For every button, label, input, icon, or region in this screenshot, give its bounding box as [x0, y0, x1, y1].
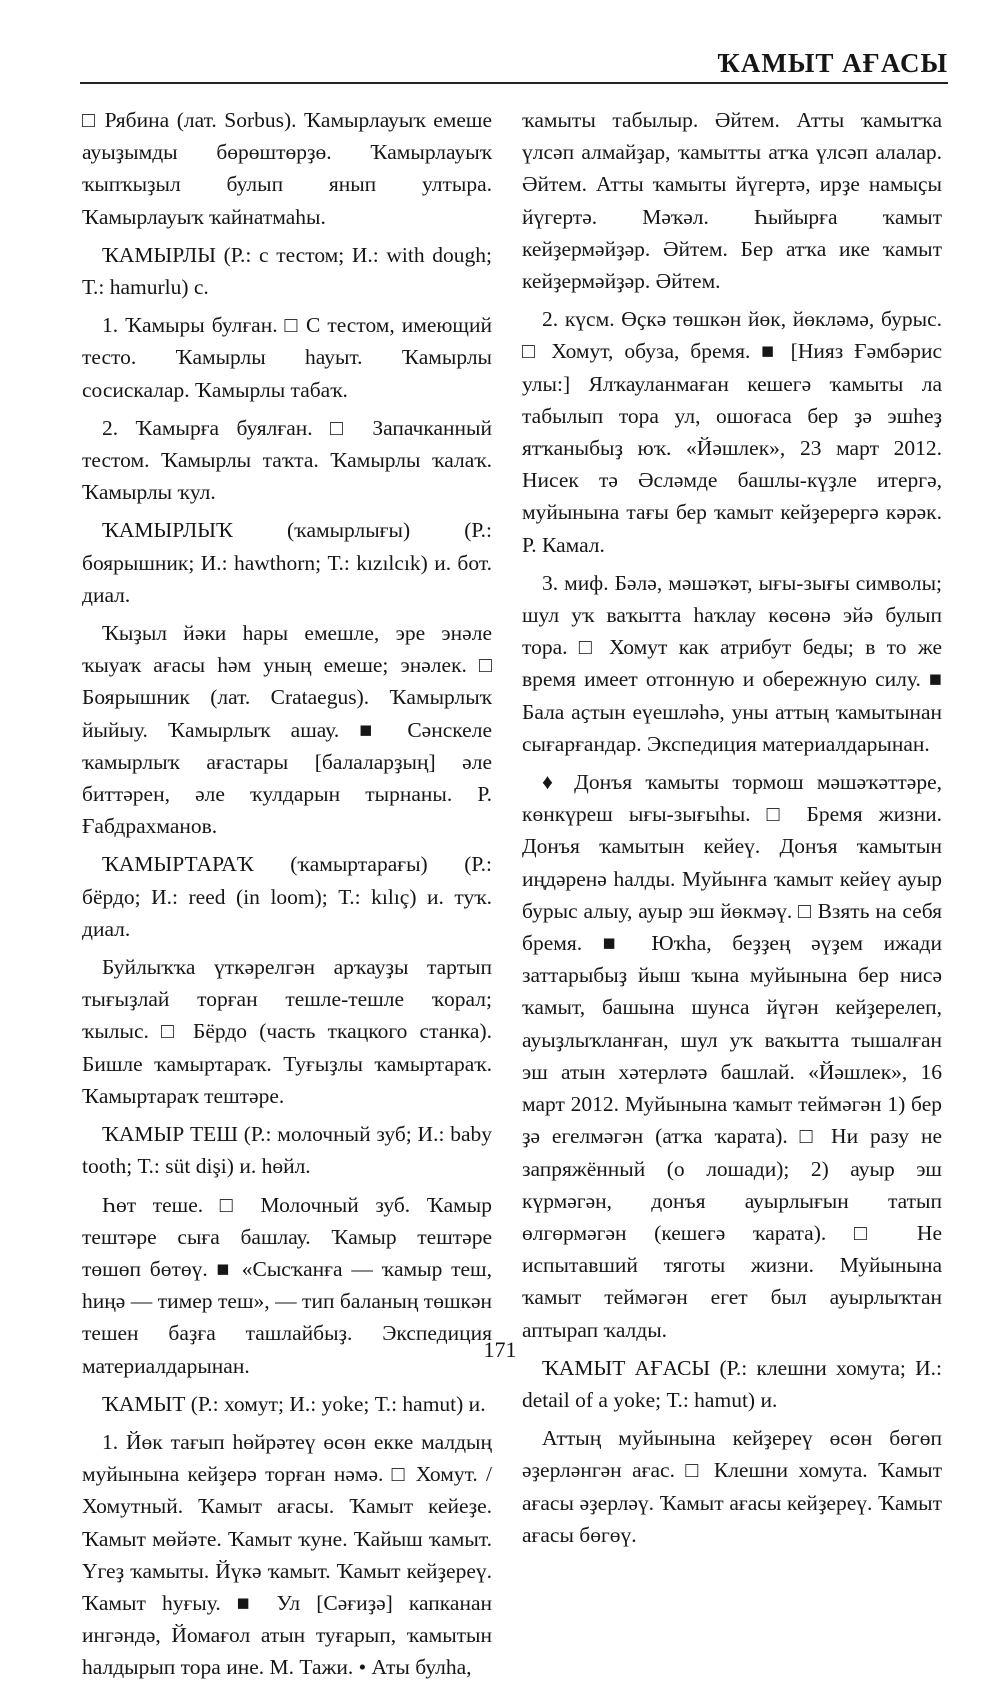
entry-definition-paragraph: Буйлыҡҡа үткәрелгән арҡауҙы тартып тығыҙлай торған тешле-тешле ҡорал; ҡылыс. □ Бёрдо (часть ткацкого станка). Бишле ҡамыртараҡ. Туғыҙлы ҡамыртараҡ. Ҡамыртараҡ тештәре. [82, 955, 492, 1108]
entry-sense-paragraph: 2. күсм. Өҫкә төшкән йөк, йөкләмә, бурыс. □ Хомут, обуза, бремя. ■ [Нияз Ғәмбәрис улы:] Ялҡауланмаған кешегә ҡамыты ла табылып тора ул, ошоғаса бер ҙә эшһеҙ ятҡаныбыҙ юҡ. «Йәшлек», 23 март 2012. Нисек тә Әсләмде башлы-күҙле итергә, муйынына тағы бер ҡамыт кейҙерергә кәрәк. Р. Камал. [522, 307, 942, 557]
entry-headword-paragraph: ҠАМЫРЛЫ (Р.: с тестом; И.: with dough; Т.: hamurlu) с. [82, 242, 492, 300]
header-divider [80, 82, 948, 84]
entry-sense-paragraph: 1. Йөк тағып һөйрәтеү өсөн екке малдың муйынына кейҙерә торған нәмә. □ Хомут. / Хомутный. Ҡамыт ағасы. Ҡамыт кейеҙе. Ҡамыт мөйәте. Ҡамыт ҡуне. Ҡайыш ҡамыт. Үгеҙ ҡамыты. Йүкә ҡамыт. Ҡамыт кейҙереү. Ҡамыт һуғыу. ■ Ул [Сәғиҙә] капканан ингәндә, Йомағол атын туғарып, ҡамытын һалдырып тора ине. М. Тажи. • Аты булһа, [82, 1429, 492, 1680]
entry-headword-paragraph: ҠАМЫТ АҒАСЫ (Р.: клешни хомута; И.: detail of a yoke; Т.: hamut) и. [522, 1355, 942, 1412]
entry-headword-paragraph: ҠАМЫТ (Р.: хомут; И.: yoke; Т.: hamut) и. [102, 1391, 486, 1416]
page-number: 171 [483, 1337, 517, 1362]
entry-headword-paragraph: ҠАМЫРТАРАҠ (ҡамыртарағы) (Р.: бёрдо; И.: reed (in loom); Т.: kılıç) и. туҡ. диал. [82, 852, 492, 941]
entry-definition-paragraph: Һөт теше. □ Молочный зуб. Ҡамыр тештәре сыға башлау. Ҡамыр тештәре төшөп бөтөү. ■ «Сысҡанға — ҡамыр теш, һиңә — тимер теш», — тип баланың төшкән тешен баҙға ташлайбыҙ. Экспедиция материалдарынан. [82, 1192, 492, 1378]
entry-idiom-paragraph: ♦ Донъя ҡамыты тормош мәшәҡәттәре, көнкүреш ығы-зығыһы. □ Бремя жизни. Донъя ҡамытын кейеү. Донъя ҡамытын иңдәренә һалды. Муйынға ҡамыт кейеү ауыр бурыс алыу, ауыр эш йөкмәү. □ Взять на себя бремя. ■ Юҡһа, беҙҙең әүҙем ижади заттарыбыҙ йыш ҡына муйынына бер нисә ҡамыт, башына шунса йүгән кейҙерелеп, ауыҙлыҡланған, шул уҡ ваҡытта тышалған эш атын хәтерләтә башлай. «Йәшлек», 16 март 2012. Муйынына ҡамыт теймәгән 1) бер ҙә егелмәгән (атҡа ҡарата). □ Ни разу не запряжённый (о лошади); 2) ауыр эш күрмәгән, донъя ауырлығын татып өлгөрмәгән (кешегә ҡарата). □ Не испытавший тяготы жизни. Муйынына ҡамыт теймәгән егет был ауырлыҡтан аптырап ҡалды. [522, 770, 942, 1342]
entry-definition-paragraph: Аттың муйынына кейҙереү өсөн бөгөп әҙерләнгән ағас. □ Клешни хомута. Ҡамыт ағасы әҙерләү. Ҡамыт ағасы кейҙереү. Ҡамыт ағасы бөгөү. [522, 1426, 942, 1547]
entry-headword-paragraph: ҠАМЫР ТЕШ (Р.: молочный зуб; И.: baby tooth; Т.: süt dişi) и. һөйл. [82, 1122, 492, 1179]
entry-headword-paragraph: ҠАМЫРЛЫҠ (ҡамырлығы) (Р.: боярышник; И.: hawthorn; Т.: kızılcık) и. бот. диал. [82, 518, 492, 607]
entry-definition-paragraph: Ҡыҙыл йәки һары емешле, эре энәле ҡыуаҡ ағасы һәм уның емеше; энәлек. □ Боярышник (лат. Crataegus). Ҡамырлыҡ йыйыу. Ҡамырлыҡ ашау. ■ Сәнскеле ҡамырлыҡ ағастары [балаларҙың] әле биттәрен, әле ҡулдарын тырнаны. Р. Ғабдрахманов. [82, 621, 492, 839]
entry-sense-paragraph: 1. Ҡамыры булған. □ С тестом, имеющий тесто. Ҡамырлы һауыт. Ҡамырлы сосискалар. Ҡамырлы табаҡ. [82, 313, 492, 402]
running-header-title: ҠАМЫТ АҒАСЫ [717, 48, 948, 78]
entry-paragraph: □ Рябина (лат. Sorbus). Ҡамырлауыҡ емеше ауыҙымды бөрөштөрҙө. Ҡамырлауыҡ ҡыпҡыҙыл булып янып ултыра. Ҡамырлауыҡ ҡайнатмаһы. [82, 108, 492, 229]
entry-sense-paragraph: 2. Ҡамырға буялған. □ Запачканный тестом. Ҡамырлы таҡта. Ҡамырлы ҡалаҡ. Ҡамырлы ҡул. [82, 415, 492, 505]
left-column [82, 104, 492, 1690]
entry-sense-paragraph: 3. миф. Бәлә, мәшәҡәт, ығы-зығы символы; шул уҡ ваҡытта һаҡлау көсөнә эйә булып тора. □ Хомут как атрибут беды; в то же время имеет отгонную и обережную силу. ■ Бала аҫтын еүешләһә, уны аттың ҡамытынан сығарғандар. Экспедиция материалдарынан. [522, 570, 942, 756]
entry-continuation-paragraph: ҡамыты табылыр. Әйтем. Атты ҡамытҡа үлсәп алмайҙар, ҡамытты атҡа үлсәп алалар. Әйтем. Атты ҡамыты йүгертә, ирҙе намыҫы йүгертә. Мәҡәл. Һыйырға ҡамыт кейҙермәйҙәр. Әйтем. Бер атҡа ике ҡамыт кейҙермәйҙәр. Әйтем. [522, 108, 942, 294]
